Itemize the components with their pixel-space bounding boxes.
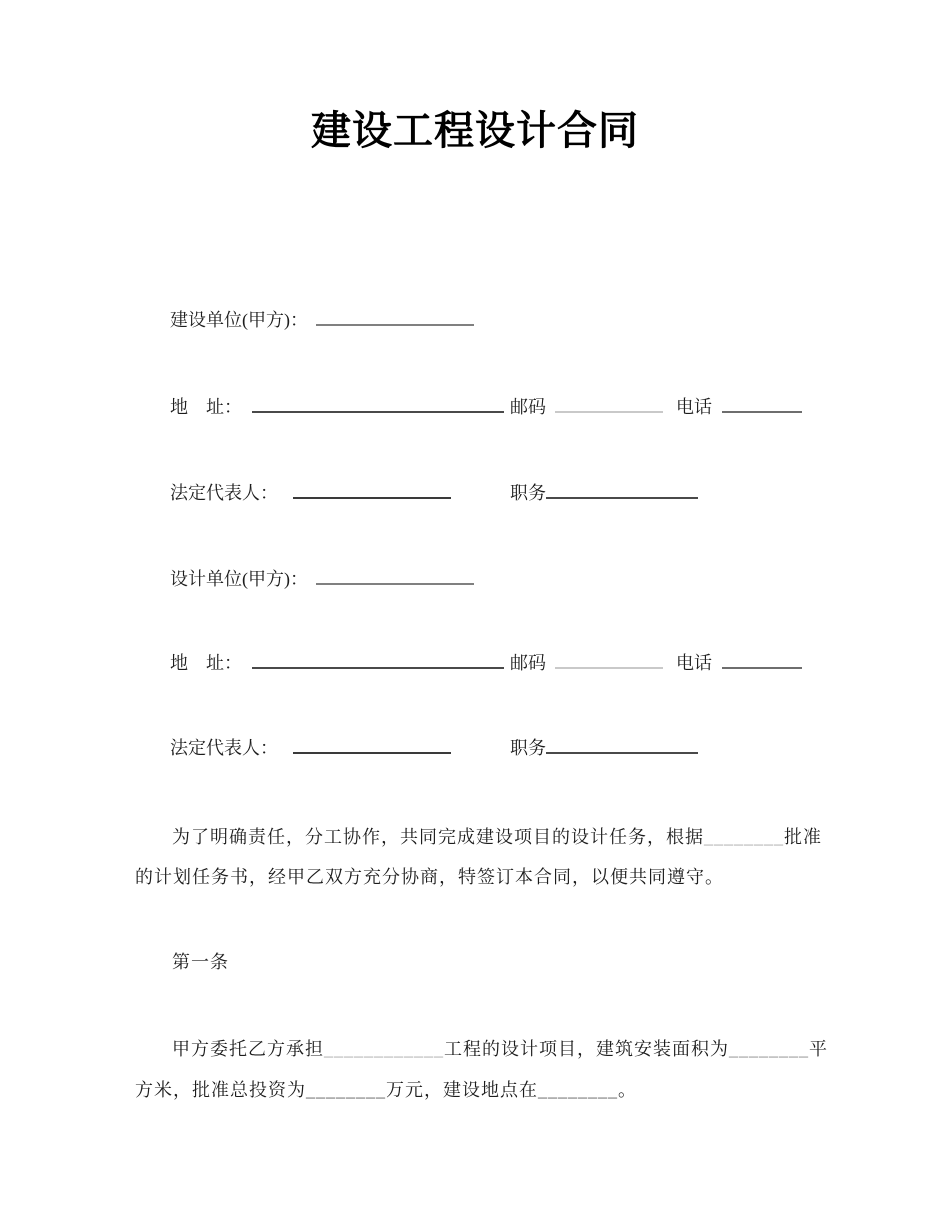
phone-b-blank-line: [722, 649, 802, 669]
postcode-b-blank-line: [555, 649, 663, 669]
legal-rep-a-label: 法定代表人：: [170, 483, 278, 503]
address-b-label: 地 址：: [170, 653, 242, 673]
article-1-heading-text: 第一条: [172, 952, 229, 972]
postcode-a-blank-line: [555, 393, 663, 413]
article-1-text-a: 甲方委托乙方承担: [172, 1039, 324, 1059]
article-1-text-f: 。: [618, 1080, 637, 1100]
article-1-line-1: [135, 1035, 884, 1063]
party-b-label: 设计单位(甲方)：: [170, 569, 308, 589]
article-1-text-d: 方米，批准总投资为: [135, 1080, 306, 1100]
article-1-line-2: [135, 1076, 847, 1104]
legal-rep-b-blank-line: [293, 734, 451, 754]
total-investment-blank: ________: [306, 1080, 386, 1100]
article-1-text-e: 万元，建设地点在: [386, 1080, 538, 1100]
phone-b-label: 电话: [676, 653, 712, 673]
postcode-a-label: 邮码: [510, 397, 546, 417]
article-1-text-c: 平: [809, 1039, 828, 1059]
legal-rep-b-label: 法定代表人：: [170, 738, 278, 758]
construction-site-blank: ________: [538, 1080, 618, 1100]
floor-area-blank: ________: [729, 1039, 809, 1059]
document-title: 建设工程设计合同: [311, 109, 639, 153]
job-a-blank-line: [546, 479, 698, 499]
address-b-blank-line: [252, 649, 504, 669]
phone-a-label: 电话: [676, 397, 712, 417]
job-a-label: 职务: [510, 483, 546, 503]
postcode-b-label: 邮码: [510, 653, 546, 673]
address-a-label: 地 址：: [170, 397, 242, 417]
party-a-blank-line: [316, 306, 474, 326]
phone-a-blank-line: [722, 393, 802, 413]
form-row-address-a: [0, 393, 950, 423]
intro-paragraph-line-2: [135, 863, 847, 891]
address-a-blank-line: [252, 393, 504, 413]
form-row-rep-a: [0, 479, 950, 509]
party-a-label: 建设单位(甲方)：: [170, 310, 308, 330]
form-row-party-a: [0, 306, 950, 336]
job-b-blank-line: [546, 734, 698, 754]
job-b-label: 职务: [510, 738, 546, 758]
form-row-party-b: [0, 565, 950, 595]
legal-rep-a-blank-line: [293, 479, 451, 499]
form-row-rep-b: [0, 734, 950, 764]
project-name-blank: ____________: [324, 1039, 444, 1059]
intro-text-line2: 的计划任务书，经甲乙双方充分协商，特签订本合同，以便共同遵守。: [135, 867, 724, 887]
intro-text-end: 批准: [784, 827, 822, 847]
article-1-heading: [135, 948, 884, 976]
party-b-blank-line: [316, 565, 474, 585]
intro-paragraph-line-1: [135, 823, 884, 851]
article-1-text-b: 工程的设计项目，建筑安装面积为: [444, 1039, 729, 1059]
approval-authority-blank: ________: [704, 827, 784, 847]
form-row-address-b: [0, 649, 950, 679]
intro-text-start: 为了明确责任，分工协作，共同完成建设项目的设计任务，根据: [172, 827, 704, 847]
